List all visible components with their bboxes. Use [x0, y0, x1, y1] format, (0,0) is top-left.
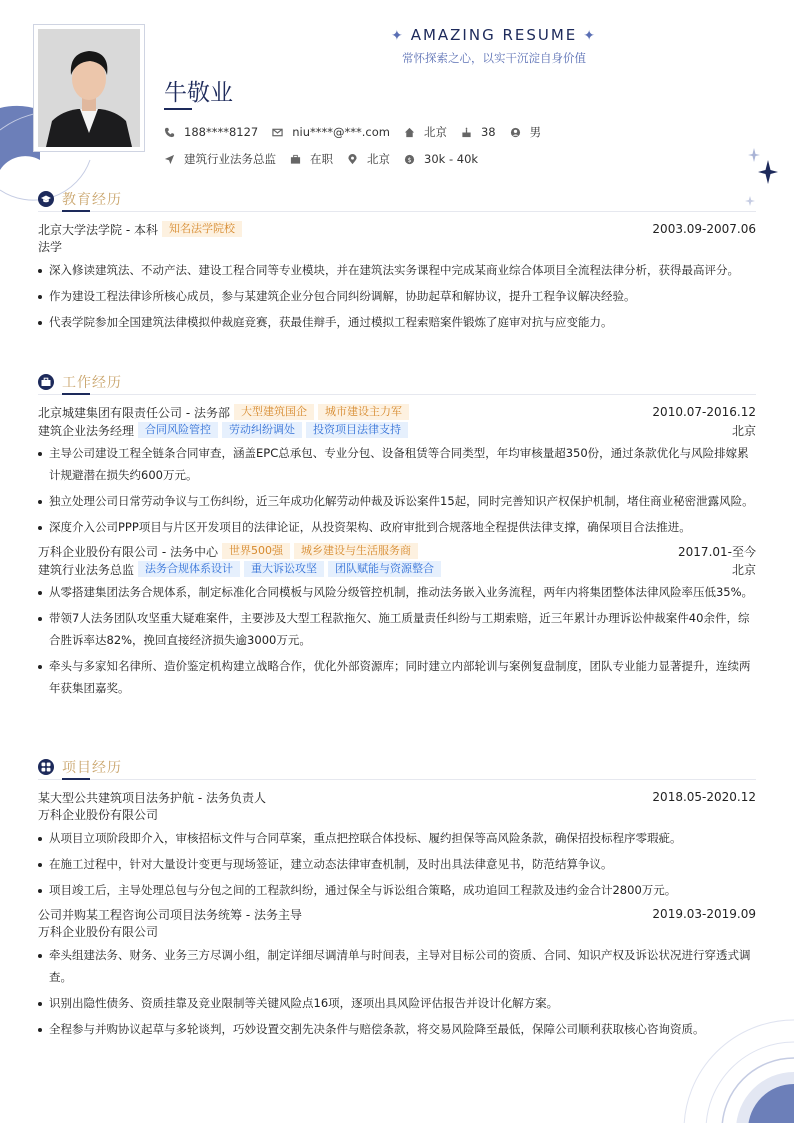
- list-item: 深入修读建筑法、不动产法、建设工程合同等专业模块，并在建筑法实务课程中完成某商业综合体项目全流程法律分析，获得最高评分。: [38, 259, 756, 281]
- project-period: 2018.05-2020.12: [652, 790, 756, 804]
- list-item: 深度介入公司PPP项目与片区开发项目的法律论证，从投资架构、政府审批到合规落地全程提供法律支撑，确保项目合法推进。: [38, 516, 756, 538]
- cake-icon: [461, 127, 472, 138]
- skill-tag: 团队赋能与资源整合: [328, 561, 441, 577]
- list-item: 牵头组建法务、财务、业务三方尽调小组，制定详细尽调清单与时间表，主导对目标公司的资质、合同、知识产权及诉讼状况进行穿透式调查。: [38, 944, 756, 988]
- phone-icon: [164, 127, 175, 138]
- job-role: 建筑企业法务经理: [38, 423, 135, 438]
- education-bullets: [38, 259, 756, 333]
- city-item: [404, 124, 447, 140]
- skill-tag: 合同风险管控: [138, 422, 218, 438]
- briefcase-icon: [290, 154, 301, 165]
- school-tag: 知名法学院校: [162, 221, 242, 237]
- email-text: niu****@***.com: [292, 125, 390, 139]
- target-city-item: [347, 151, 390, 167]
- portrait-photo: [38, 29, 140, 147]
- school-name: 北京大学法学院 - 本科: [38, 222, 158, 237]
- project-header-row: [38, 905, 756, 923]
- project-entry: [38, 905, 756, 1040]
- list-item: 项目竣工后，主导处理总包与分包之间的工程款纠纷，通过保全与诉讼组合策略，成功追回工程款及违约金合计2800万元。: [38, 879, 756, 901]
- skill-tag: 法务合规体系设计: [138, 561, 240, 577]
- company-tag: 城乡建设与生活服务商: [294, 543, 418, 559]
- section-title: 项目经历: [62, 760, 122, 776]
- list-item: 识别出隐性债务、资质挂靠及竞业限制等关键风险点16项，逐项出具风险评估报告并设计化解方案。: [38, 992, 756, 1014]
- user-icon: [510, 127, 521, 138]
- person-name: 牛敬业: [164, 80, 233, 106]
- list-item: 代表学院参加全国建筑法律模拟仲裁庭竞赛，获最佳辩手，通过模拟工程索赔案件锻炼了庭审对抗与应变能力。: [38, 311, 756, 333]
- star-icon: ✦: [583, 28, 598, 44]
- location-pin-icon: [347, 154, 358, 165]
- job-entry: [38, 542, 756, 699]
- name-underline: [164, 108, 192, 110]
- job-bullets: [38, 442, 756, 538]
- job-title-item: [164, 151, 276, 167]
- section-title: 教育经历: [62, 192, 122, 208]
- job-header-row: [38, 542, 756, 560]
- project-name: 某大型公共建筑项目法务护航 - 法务负责人: [38, 790, 266, 805]
- section-header: [38, 371, 756, 393]
- gender-text: 男: [529, 125, 542, 139]
- projects-section: [38, 756, 756, 1044]
- project-period: 2019.03-2019.09: [652, 907, 756, 921]
- company-name: 万科企业股份有限公司 - 法务中心: [38, 544, 218, 559]
- job-header-row: [38, 403, 756, 421]
- skill-tag: 重大诉讼攻坚: [244, 561, 324, 577]
- list-item: 带领7人法务团队攻坚重大疑难案件，主要涉及大型工程款拖欠、施工质量责任纠纷与工期索赔，近三年累计办理诉讼仲裁案件40余件，综合胜诉率达82%，挽回直接经济损失逾3000万元。: [38, 607, 756, 651]
- money-icon: [404, 154, 415, 165]
- status-text: 在职: [310, 152, 333, 166]
- project-entry: [38, 788, 756, 901]
- list-item: 在施工过程中，针对大量设计变更与现场签证，建立动态法律审查机制，及时出具法律意见书，防范结算争议。: [38, 853, 756, 875]
- home-icon: [404, 127, 415, 138]
- city-text: 北京: [423, 125, 447, 139]
- project-org: 万科企业股份有限公司: [38, 925, 159, 939]
- list-item: 主导公司建设工程全链条合同审查，涵盖EPC总承包、专业分包、设备租赁等合同类型，年均审核量超350份，通过条款优化与风险排嫁累计规避潜在损失约600万元。: [38, 442, 756, 486]
- skill-tag: 劳动纠纷调处: [222, 422, 302, 438]
- company-tag: 城市建设主力军: [318, 404, 409, 420]
- avatar: [33, 24, 145, 152]
- status-item: [290, 151, 333, 167]
- list-item: 全程参与并购协议起草与多轮谈判，巧妙设置交割先决条件与赔偿条款，将交易风险降至最低，保障公司顺利获取核心咨询资质。: [38, 1018, 756, 1040]
- graduation-cap-icon: [38, 191, 54, 207]
- project-bullets: [38, 944, 756, 1040]
- salary-item: [404, 152, 478, 166]
- target-city-text: 北京: [367, 152, 390, 166]
- job-title-text: 建筑行业法务总监: [184, 152, 276, 166]
- age-text: 38: [480, 125, 496, 139]
- job-period: 2017.01-至今: [678, 544, 756, 559]
- job-period: 2010.07-2016.12: [652, 405, 756, 419]
- job-role: 建筑行业法务总监: [38, 562, 135, 577]
- work-section: [38, 371, 756, 703]
- major: 法学: [38, 240, 63, 254]
- list-item: 作为建设工程法律诊所核心成员，参与某建筑企业分包合同纠纷调解，协助起草和解协议，提升工程争议解决经验。: [38, 285, 756, 307]
- education-header-row: [38, 220, 756, 238]
- job-entry: [38, 403, 756, 538]
- project-header-row: [38, 788, 756, 806]
- job-location: 北京: [731, 562, 756, 577]
- project-bullets: [38, 827, 756, 901]
- section-header: [38, 756, 756, 778]
- age-item: [461, 125, 496, 139]
- education-section: [38, 188, 756, 337]
- svg-text:$: $: [407, 155, 412, 164]
- skill-tag: 投资项目法律支持: [306, 422, 408, 438]
- brand-title: AMAZING RESUME: [410, 26, 578, 44]
- list-item: 从项目立项阶段即介入，审核招标文件与合同草案，重点把控联合体投标、履约担保等高风险条款，确保招投标程序零瑕疵。: [38, 827, 756, 849]
- education-period: 2003.09-2007.06: [652, 222, 756, 236]
- list-item: 从零搭建集团法务合规体系，制定标准化合同模板与风险分级管控机制，推动法务嵌入业务流程，两年内将集团整体法律风险率压低35%。: [38, 581, 756, 603]
- email-item: [272, 125, 390, 139]
- company-tag: 世界500强: [222, 543, 290, 559]
- project-name: 公司并购某工程咨询公司项目法务统筹 - 法务主导: [38, 907, 302, 922]
- phone-text: 188****8127: [184, 125, 259, 139]
- job-role-row: [38, 560, 756, 578]
- section-header: [38, 188, 756, 210]
- job-role-row: [38, 421, 756, 439]
- career-row: [164, 151, 492, 167]
- contact-row: [164, 124, 555, 140]
- section-title: 工作经历: [62, 375, 122, 391]
- job-bullets: [38, 581, 756, 699]
- gender-item: [510, 124, 542, 140]
- salary-text: 30k - 40k: [424, 152, 479, 166]
- phone-item: [164, 125, 258, 139]
- project-org: 万科企业股份有限公司: [38, 808, 159, 822]
- briefcase-icon: [38, 374, 54, 390]
- company-name: 北京城建集团有限责任公司 - 法务部: [38, 405, 230, 420]
- job-location: 北京: [731, 423, 756, 438]
- list-item: 牵头与多家知名律所、造价鉴定机构建立战略合作，优化外部资源库；同时建立内部轮训与案例复盘制度，团队专业能力显著提升，连续两年获集团嘉奖。: [38, 655, 756, 699]
- star-icon: ✦: [390, 28, 405, 44]
- send-icon: [164, 154, 175, 165]
- grid-icon: [38, 759, 54, 775]
- company-tag: 大型建筑国企: [234, 404, 314, 420]
- list-item: 独立处理公司日常劳动争议与工伤纠纷，近三年成功化解劳动仲裁及诉讼案件15起，同时完善知识产权保护机制，堵住商业秘密泄露风险。: [38, 490, 756, 512]
- motto: 常怀探索之心，以实干沉淀自身价值: [402, 51, 586, 65]
- resume-brand: [330, 26, 658, 66]
- email-icon: [272, 127, 283, 138]
